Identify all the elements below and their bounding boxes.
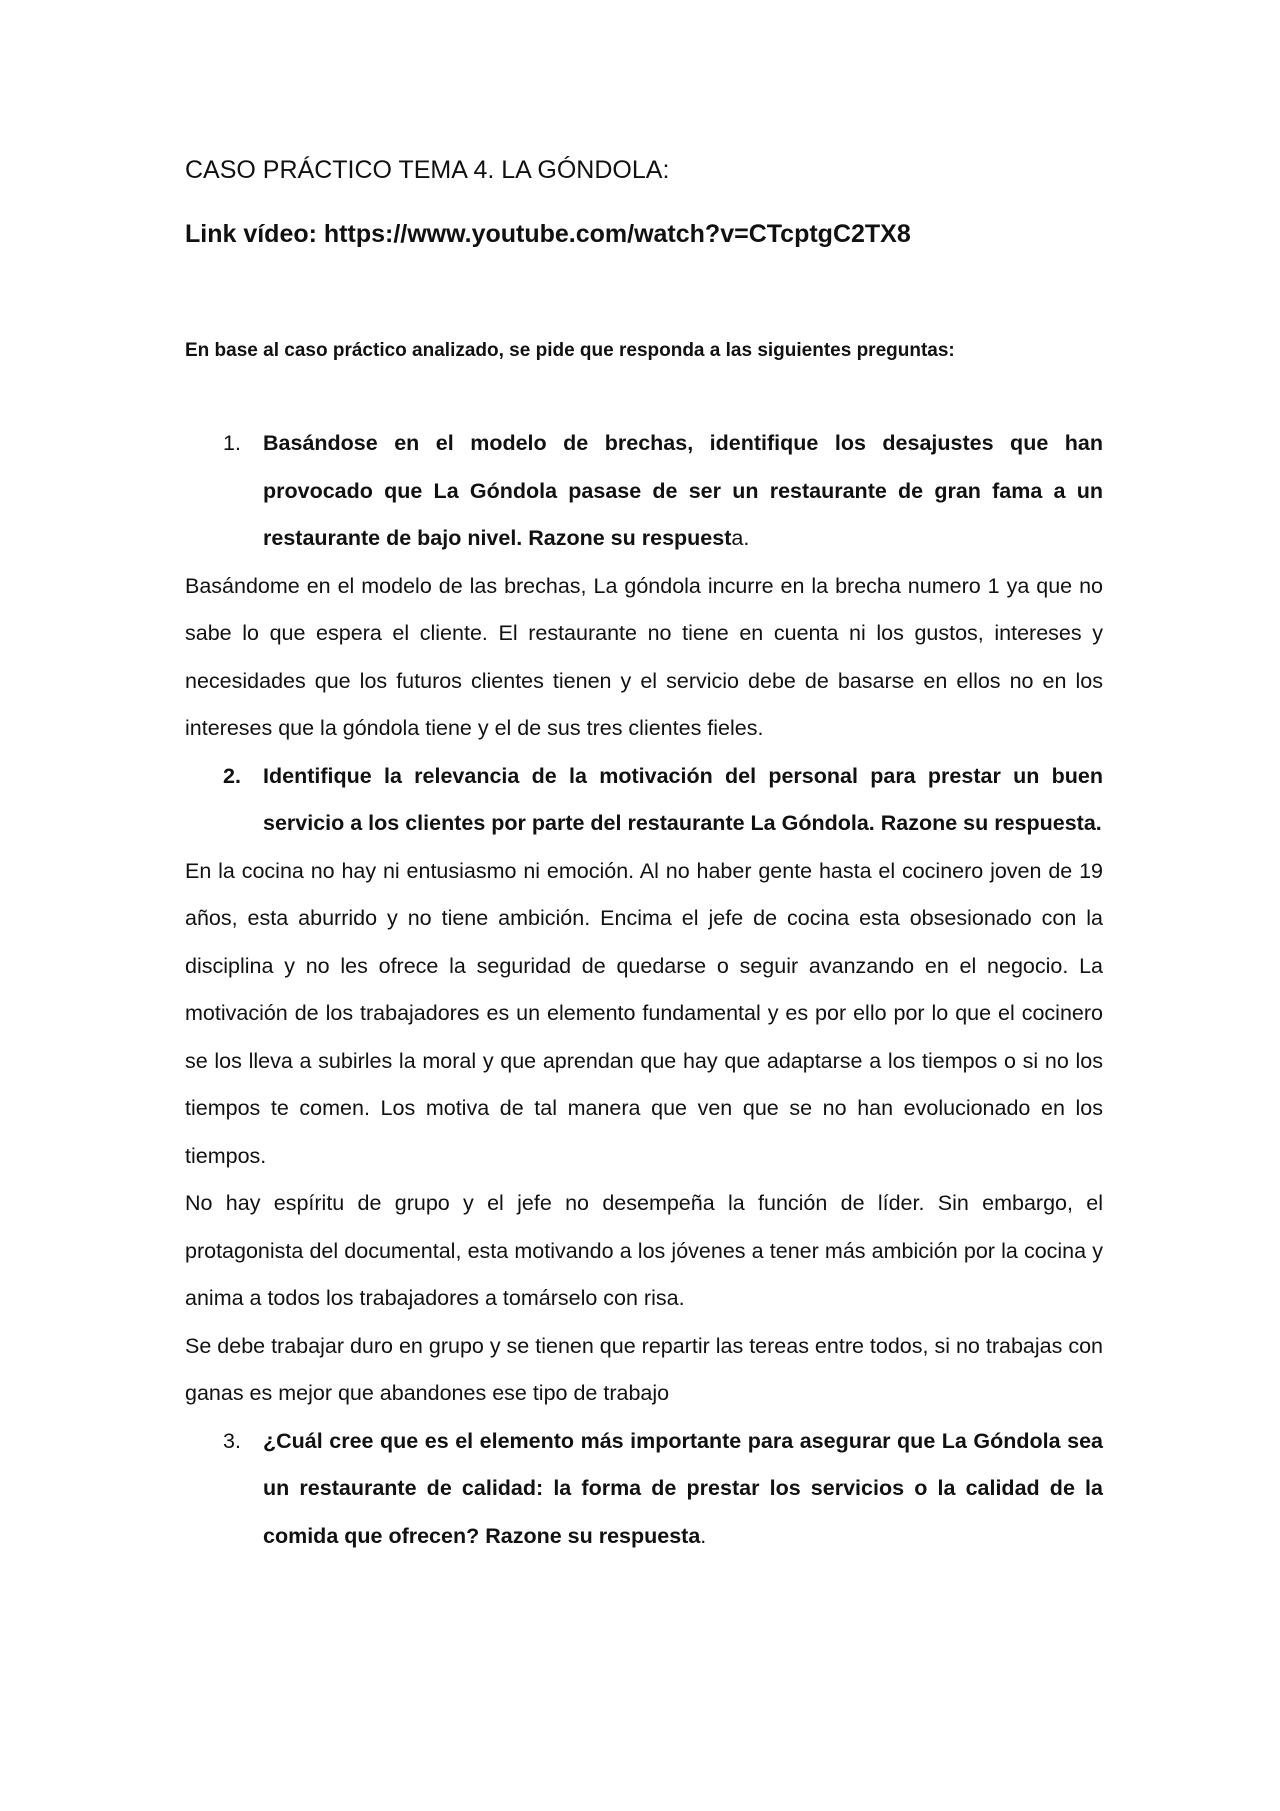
intro-text: En base al caso práctico analizado, se pide que responda a las siguientes preguntas: bbox=[185, 340, 955, 361]
question-number: 2. bbox=[223, 763, 241, 788]
question-number: 1. bbox=[223, 431, 241, 455]
answer-1: Basándome en el modelo de las brechas, La góndola incurre en la brecha numero 1 ya que no sabe lo que espera el cliente. El restaurante no tiene en cuenta ni los gustos, intereses y necesidades que los futuros clientes tienen y el servicio debe de basarse en ellos no en los intereses que la góndola tiene y el de sus tres clientes fieles. bbox=[185, 573, 1103, 740]
question-3 bbox=[223, 1418, 1103, 1561]
question-text: Basándose en el modelo de brechas, identifique los desajustes que han provocado que La Góndola pasase de ser un restaurante de gran fama a un restaurante de bajo nivel. Razone su respuest bbox=[263, 431, 1103, 550]
video-link: Link vídeo: https://www.youtube.com/watch?v=CTcptgC2TX8 bbox=[185, 220, 911, 248]
question-2 bbox=[223, 753, 1103, 848]
question-text-tail: a. bbox=[731, 526, 750, 550]
question-text-tail: . bbox=[700, 1523, 707, 1548]
question-text: Identifique la relevancia de la motivación del personal para prestar un buen servicio a los clientes por parte del restaurante La Góndola. Razone su respuesta. bbox=[263, 763, 1103, 835]
answer-2-paragraph-2: No hay espíritu de grupo y el jefe no desempeña la función de líder. Sin embargo, el protagonista del documental, esta motivando a los jóvenes a tener más ambición por la cocina y anima a todos los trabajadores a tomárselo con risa. bbox=[185, 1191, 1103, 1310]
document-title: CASO PRÁCTICO TEMA 4. LA GÓNDOLA: bbox=[185, 156, 670, 184]
question-number: 3. bbox=[223, 1428, 241, 1453]
answer-2-paragraph-1: En la cocina no hay ni entusiasmo ni emoción. Al no haber gente hasta el cocinero joven de 19 años, esta aburrido y no tiene ambición. Encima el jefe de cocina esta obsesionado con la disciplina y no les ofrece la seguridad de quedarse o seguir avanzando en el negocio. La motivación de los trabajadores es un elemento fundamental y es por ello por lo que el cocinero se los lleva a subirles la moral y que aprendan que hay que adaptarse a los tiempos o si no los tiempos te comen. Los motiva de tal manera que ven que se no han evolucionado en los tiempos. bbox=[185, 858, 1103, 1168]
question-text: ¿Cuál cree que es el elemento más importante para asegurar que La Góndola sea un restaurante de calidad: la forma de prestar los servicios o la calidad de la comida que ofrecen? Razone su respuesta bbox=[263, 1428, 1103, 1548]
answer-2-paragraph-3: Se debe trabajar duro en grupo y se tienen que repartir las tereas entre todos, si no trabajas con ganas es mejor que abandones ese tipo de trabajo bbox=[185, 1333, 1103, 1405]
question-1 bbox=[223, 420, 1103, 563]
document-body bbox=[185, 420, 1103, 1560]
